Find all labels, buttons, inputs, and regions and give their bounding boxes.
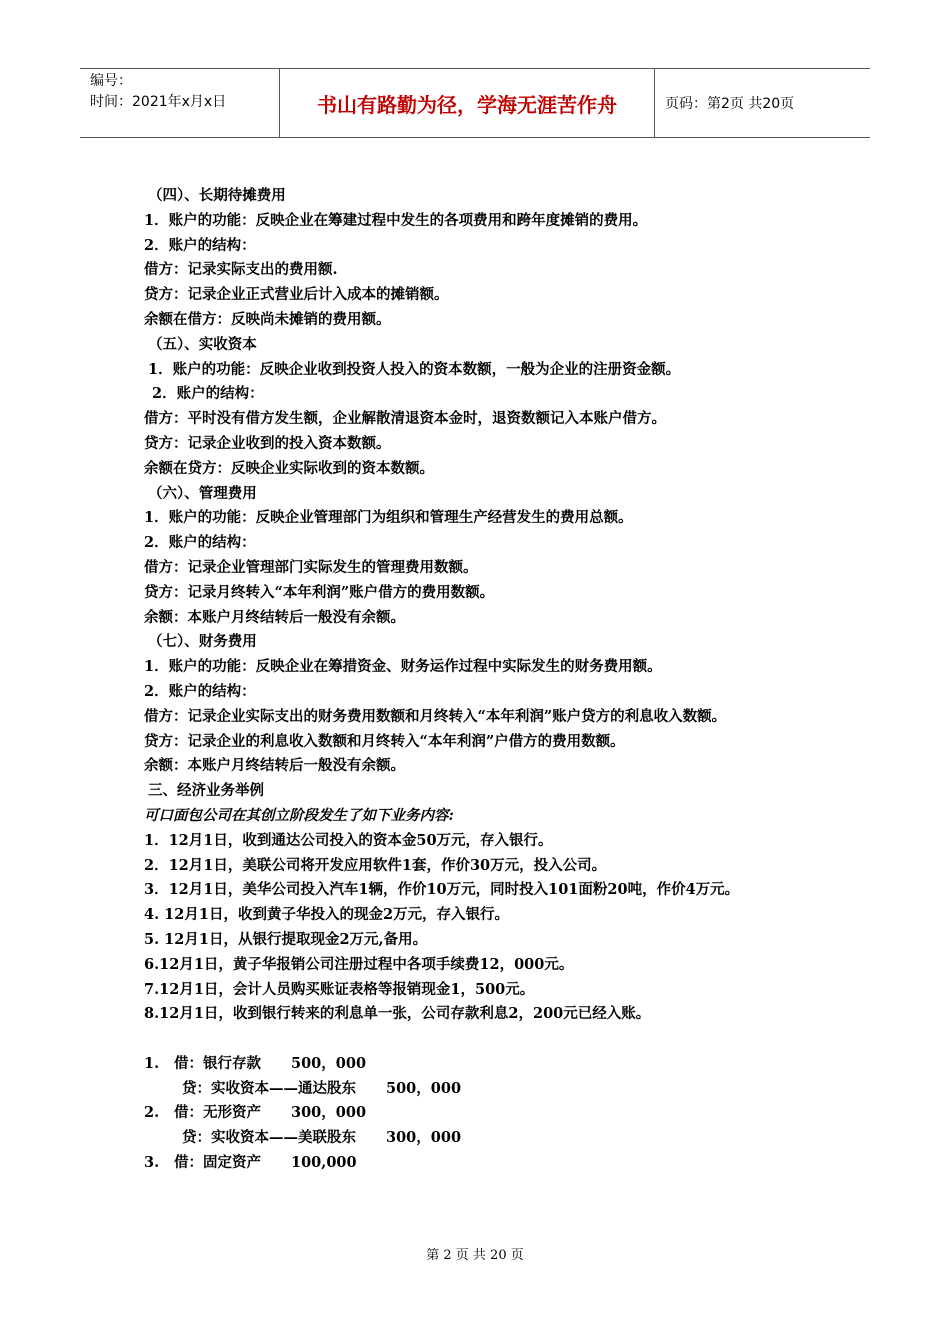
text-line: 三、经济业务举例 [148, 782, 264, 800]
text-line: 借方：平时没有借方发生额，企业解散清退资本金时，退资数额记入本账户借方。 [144, 410, 666, 428]
text-line: 6.12月1日，黄子华报销公司注册过程中各项手续费12，000元。 [144, 955, 574, 973]
entry-amount: 300，000 [386, 1129, 462, 1147]
text-line: 借方：记录实际支出的费用额. [144, 261, 338, 279]
text-line: 余额在借方：反映尚未摊销的费用额。 [144, 310, 391, 328]
text-line: 1．账户的功能：反映企业管理部门为组织和管理生产经营发生的费用总额。 [144, 509, 633, 527]
header-meta [80, 69, 280, 137]
text-line: （五）、实收资本 [148, 335, 257, 353]
text-line: 8.12月1日，收到银行转来的利息单一张，公司存款利息2，200元已经入账。 [144, 1005, 651, 1023]
text-line: 贷方：记录企业正式营业后计入成本的摊销额。 [144, 286, 449, 304]
text-line: 1．账户的功能：反映企业在筹措资金、财务运作过程中实际发生的财务费用额。 [144, 658, 662, 676]
text-line: 2．12月1日，美联公司将开发应用软件1套，作价30万元，投入公司。 [144, 856, 607, 874]
text-line: 2．账户的结构： [152, 385, 264, 403]
text-line: 3．12月1日，美华公司投入汽车1辆，作价10万元，同时投入101面粉20吨，作价4万元。 [144, 881, 740, 899]
text-line: 4. 12月1日，收到黄子华投入的现金2万元，存入银行。 [144, 906, 510, 924]
entry-account: 借：无形资产 [174, 1104, 261, 1122]
entry-amount: 500，000 [386, 1079, 462, 1097]
text-line: 7.12月1日，会计人员购买账证表格等报销现金1，500元。 [144, 980, 535, 998]
text-line: 贷方：记录企业的利息收入数额和月终转入“本年利润”户借方的费用数额。 [144, 732, 625, 750]
entry-amount: 300，000 [291, 1104, 367, 1122]
document-body [144, 184, 814, 1176]
text-line: 1．12月1日，收到通达公司投入的资本金50万元，存入银行。 [144, 831, 553, 849]
text-line: 2．账户的结构： [144, 534, 256, 552]
spacer [144, 1027, 814, 1052]
text-line: 2．账户的结构： [144, 236, 256, 254]
number-label: 编号： [90, 73, 132, 89]
text-line: 5. 12月1日，从银行提取现金2万元,备用。 [144, 930, 428, 948]
text-line: 余额在贷方：反映企业实际收到的资本数额。 [144, 459, 434, 477]
entry-number: 2. [144, 1104, 160, 1122]
text-line: 余额：本账户月终结转后一般没有余额。 [144, 608, 405, 626]
entry-amount: 100,000 [291, 1154, 357, 1172]
header-motto: 书山有路勤为径，学海无涯苦作舟 [280, 69, 655, 137]
debit-entry [144, 1101, 814, 1126]
text-line: （四）、长期待摊费用 [148, 187, 286, 204]
credit-entry [144, 1126, 814, 1151]
text-line: 贷方：记录月终转入“本年利润”账户借方的费用数额。 [144, 583, 495, 601]
entry-account: 借：固定资产 [174, 1154, 261, 1172]
page-footer: 第 2 页 共 20 页 [426, 1248, 524, 1263]
entry-account: 借：银行存款 [174, 1054, 261, 1072]
debit-entry [144, 1052, 814, 1077]
entry-account: 贷：实收资本——通达股东 [182, 1079, 356, 1097]
page-header [80, 68, 870, 138]
debit-entry [144, 1151, 814, 1176]
text-line: 可口面包公司在其创立阶段发生了如下业务内容: [144, 806, 454, 824]
credit-entry [144, 1077, 814, 1102]
text-line: 贷方：记录企业收到的投入资本数额。 [144, 434, 391, 452]
entry-amount: 500，000 [291, 1054, 367, 1072]
text-line: 借方：记录企业实际支出的财务费用数额和月终转入“本年利润”账户贷方的利息收入数额。 [144, 707, 727, 725]
date-label: 时间：2021年x月x日 [90, 94, 227, 110]
entry-account: 贷：实收资本——美联股东 [182, 1129, 356, 1147]
entry-number: 3. [144, 1154, 160, 1172]
text-line: 2．账户的结构： [144, 682, 256, 700]
entry-number: 1. [144, 1054, 160, 1072]
text-line: （六）、管理费用 [148, 484, 257, 502]
header-page-info: 页码：第2页 共20页 [665, 96, 795, 112]
text-line: 1．账户的功能：反映企业收到投资人投入的资本数额，一般为企业的注册资金额。 [148, 360, 681, 378]
paragraph-list [144, 184, 814, 1027]
text-line: 1．账户的功能：反映企业在筹建过程中发生的各项费用和跨年度摊销的费用。 [144, 211, 648, 229]
text-line: 借方：记录企业管理部门实际发生的管理费用数额。 [144, 558, 478, 576]
text-line: （七）、财务费用 [148, 633, 257, 651]
journal-entries [144, 1052, 814, 1176]
text-line: 余额：本账户月终结转后一般没有余额。 [144, 757, 405, 775]
